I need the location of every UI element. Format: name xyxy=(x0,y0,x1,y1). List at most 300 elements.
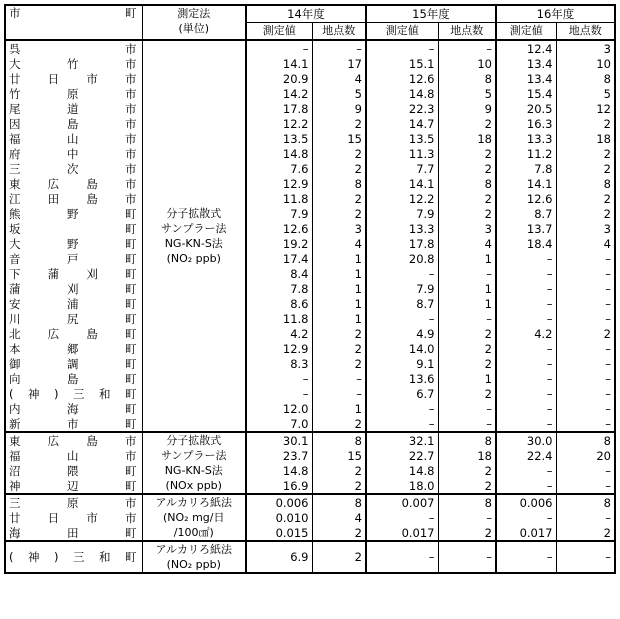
count-14-cell: 1 xyxy=(312,266,366,281)
municipality-name-char: 戸 xyxy=(67,251,79,266)
method-line: /100㎠) xyxy=(173,526,214,539)
municipality-name-char: 尻 xyxy=(67,311,79,326)
value-15-cell: – xyxy=(366,40,438,56)
municipality-kind: 町 xyxy=(125,463,137,478)
municipality-kind: 町 xyxy=(125,251,137,266)
table-row xyxy=(5,101,615,116)
table-row xyxy=(5,311,615,326)
count-16-cell: 2 xyxy=(556,326,615,341)
municipality-kind: 市 xyxy=(125,101,137,116)
city-header-label: 市 xyxy=(9,6,21,20)
count-15-cell: 5 xyxy=(438,86,496,101)
municipality-kind: 町 xyxy=(125,221,137,236)
municipality-cell xyxy=(5,101,142,116)
value-14-cell: 13.5 xyxy=(246,131,312,146)
value-14-cell: 12.0 xyxy=(246,401,312,416)
municipality-name xyxy=(9,417,142,431)
municipality-cell xyxy=(5,463,142,478)
count-14-cell: 1 xyxy=(312,401,366,416)
municipality-cell xyxy=(5,478,142,494)
value-16-cell: 16.3 xyxy=(496,116,556,131)
municipality-kind: 町 xyxy=(125,550,137,564)
municipality-kind: 市 xyxy=(125,495,137,510)
count-16-cell: 8 xyxy=(556,432,615,448)
value-15-cell: – xyxy=(366,510,438,525)
count-14-cell: 2 xyxy=(312,146,366,161)
municipality-kind: 市 xyxy=(125,161,137,176)
table-row xyxy=(5,221,615,236)
method-line: 分子拡散式 xyxy=(166,434,222,447)
municipality-name-char: 日 xyxy=(47,510,60,525)
count-15-cell: 8 xyxy=(438,71,496,86)
table-row xyxy=(5,525,615,541)
table-row xyxy=(5,266,615,281)
value-14-cell: 23.7 xyxy=(246,448,312,463)
count-15-cell: 2 xyxy=(438,525,496,541)
value-16-cell: 15.4 xyxy=(496,86,556,101)
municipality-cell xyxy=(5,56,142,71)
table-row xyxy=(5,478,615,494)
municipality-name xyxy=(9,102,142,116)
municipality-cell xyxy=(5,191,142,206)
municipality-cell xyxy=(5,371,142,386)
municipality-name xyxy=(9,177,142,191)
count-16-cell: 8 xyxy=(556,71,615,86)
value-16-cell: – xyxy=(496,296,556,311)
value-15-cell: 18.0 xyxy=(366,478,438,494)
year-header-14: 14年度 xyxy=(246,5,366,23)
municipality-name-char: 原 xyxy=(67,86,79,101)
value-15-cell: 0.017 xyxy=(366,525,438,541)
municipality-name-char: 北 xyxy=(9,326,21,341)
municipality-name-char: 福 xyxy=(9,131,21,146)
method-line: アルカリろ紙法 xyxy=(155,543,233,556)
value-16-cell: – xyxy=(496,386,556,401)
count-14-cell: 2 xyxy=(312,356,366,371)
count-14-cell: – xyxy=(312,40,366,56)
municipality-cell xyxy=(5,326,142,341)
method-line: (NO₂ mg/日 xyxy=(163,511,225,524)
municipality-name-char: 和 xyxy=(99,386,111,401)
count-16-cell: – xyxy=(556,296,615,311)
municipality-name xyxy=(9,222,142,236)
method-cell xyxy=(142,494,246,541)
municipality-cell xyxy=(5,432,142,448)
municipality-cell xyxy=(5,146,142,161)
count-14-cell: 5 xyxy=(312,86,366,101)
municipality-cell xyxy=(5,131,142,146)
municipality-name-char: 市 xyxy=(86,71,98,86)
municipality-name xyxy=(9,162,142,176)
count-15-cell: – xyxy=(438,416,496,432)
municipality-name-char: 浦 xyxy=(67,296,79,311)
municipality-name xyxy=(9,282,142,296)
municipality-kind: 市 xyxy=(125,131,137,146)
municipality-cell xyxy=(5,221,142,236)
value-14-cell: 4.2 xyxy=(246,326,312,341)
value-14-cell: 7.9 xyxy=(246,206,312,221)
value-15-cell: 9.1 xyxy=(366,356,438,371)
municipality-name xyxy=(9,511,142,525)
count-14-cell: 1 xyxy=(312,311,366,326)
value-16-cell: 20.5 xyxy=(496,101,556,116)
value-16-cell: – xyxy=(496,251,556,266)
municipality-name-char: 広 xyxy=(47,433,60,448)
value-15-cell: 32.1 xyxy=(366,432,438,448)
count-14-cell: 15 xyxy=(312,448,366,463)
municipality-name-char: 新 xyxy=(9,416,21,431)
municipality-name-char: 向 xyxy=(9,371,21,386)
count-16-cell: 2 xyxy=(556,525,615,541)
table-row xyxy=(5,40,615,56)
count-15-cell: 2 xyxy=(438,191,496,206)
method-line: アルカリろ紙法 xyxy=(155,496,233,509)
municipality-kind: 町 xyxy=(124,326,137,341)
municipality-kind: 市 xyxy=(125,448,137,463)
table-row xyxy=(5,341,615,356)
municipality-name-char: 廿 xyxy=(9,510,21,525)
value-16-cell: – xyxy=(496,401,556,416)
count-14-cell: 1 xyxy=(312,251,366,266)
count-15-cell: 2 xyxy=(438,478,496,494)
municipality-cell xyxy=(5,510,142,525)
value-15-cell: 13.3 xyxy=(366,221,438,236)
municipality-kind: 町 xyxy=(125,206,137,221)
count-15-cell: 4 xyxy=(438,236,496,251)
municipality-name-char: 田 xyxy=(67,525,79,540)
municipality-name-char: 刈 xyxy=(86,266,98,281)
count-16-cell: 2 xyxy=(556,191,615,206)
method-line: NG-KN-S法 xyxy=(164,464,223,477)
method-line: 分子拡散式 xyxy=(166,207,222,220)
count-16-cell: – xyxy=(556,510,615,525)
value-16-cell: 13.4 xyxy=(496,56,556,71)
municipality-cell xyxy=(5,448,142,463)
value-16-cell: 8.7 xyxy=(496,206,556,221)
table-row xyxy=(5,356,615,371)
value-15-cell: 15.1 xyxy=(366,56,438,71)
municipality-cell xyxy=(5,71,142,86)
municipality-name-char: 大 xyxy=(9,56,21,71)
municipality-cell xyxy=(5,525,142,541)
municipality-name-char: 蒲 xyxy=(9,281,21,296)
municipality-name xyxy=(9,342,142,356)
count-15-cell: 8 xyxy=(438,432,496,448)
value-header-14: 測定値 xyxy=(246,23,312,41)
municipality-name-char: 三 xyxy=(9,495,21,510)
count-14-cell: 2 xyxy=(312,206,366,221)
municipality-kind: 市 xyxy=(124,176,137,191)
table-row xyxy=(5,463,615,478)
municipality-name-char: 大 xyxy=(9,236,21,251)
value-header-15: 測定値 xyxy=(366,23,438,41)
count-14-cell: 9 xyxy=(312,101,366,116)
municipality-cell xyxy=(5,266,142,281)
count-15-cell: 1 xyxy=(438,296,496,311)
count-16-cell: – xyxy=(556,416,615,432)
municipality-cell xyxy=(5,401,142,416)
municipality-name-char: 下 xyxy=(9,266,21,281)
municipality-cell xyxy=(5,176,142,191)
count-15-cell: 2 xyxy=(438,161,496,176)
value-14-cell: 0.015 xyxy=(246,525,312,541)
count-16-cell: 3 xyxy=(556,221,615,236)
count-15-cell: 2 xyxy=(438,386,496,401)
count-14-cell: 15 xyxy=(312,131,366,146)
count-14-cell: 2 xyxy=(312,478,366,494)
municipality-name-char: 道 xyxy=(67,101,79,116)
municipality-name-char: 三 xyxy=(73,386,85,401)
municipality-name xyxy=(9,87,142,101)
count-16-cell: – xyxy=(556,386,615,401)
count-14-cell: – xyxy=(312,371,366,386)
value-16-cell: – xyxy=(496,341,556,356)
count-16-cell: – xyxy=(556,541,615,573)
count-16-cell: – xyxy=(556,463,615,478)
value-16-cell: – xyxy=(496,541,556,573)
municipality-name xyxy=(9,312,142,326)
table-row xyxy=(5,161,615,176)
count-15-cell: 2 xyxy=(438,116,496,131)
count-14-cell: 4 xyxy=(312,236,366,251)
value-header-16: 測定値 xyxy=(496,23,556,41)
municipality-name-char: 市 xyxy=(86,510,98,525)
value-15-cell: – xyxy=(366,266,438,281)
table-row xyxy=(5,494,615,510)
value-15-cell: – xyxy=(366,541,438,573)
value-14-cell: 20.9 xyxy=(246,71,312,86)
municipality-name xyxy=(9,117,142,131)
municipality-name-char: 府 xyxy=(9,146,21,161)
municipality-name-char: 山 xyxy=(67,448,79,463)
value-15-cell: 0.007 xyxy=(366,494,438,510)
municipality-cell xyxy=(5,296,142,311)
municipality-name-char: 島 xyxy=(86,433,98,448)
count-16-cell: – xyxy=(556,371,615,386)
value-14-cell: 19.2 xyxy=(246,236,312,251)
value-16-cell: 13.7 xyxy=(496,221,556,236)
municipality-name-char: 呉 xyxy=(9,41,21,56)
count-14-cell: 4 xyxy=(312,71,366,86)
municipality-kind: 市 xyxy=(125,41,137,56)
municipality-name xyxy=(9,72,142,86)
municipality-name xyxy=(9,327,142,341)
municipality-name-char: 島 xyxy=(86,191,98,206)
count-14-cell: 2 xyxy=(312,463,366,478)
municipality-kind: 町 xyxy=(125,386,137,401)
table-row xyxy=(5,510,615,525)
count-15-cell: 2 xyxy=(438,326,496,341)
value-14-cell: 8.4 xyxy=(246,266,312,281)
municipality-name-char: 島 xyxy=(67,371,79,386)
count-16-cell: 10 xyxy=(556,56,615,71)
value-15-cell: 7.9 xyxy=(366,281,438,296)
city-town-header xyxy=(5,5,142,40)
table-row xyxy=(5,541,615,573)
value-14-cell: 12.2 xyxy=(246,116,312,131)
value-14-cell: 17.4 xyxy=(246,251,312,266)
municipality-kind: 市 xyxy=(124,191,137,206)
municipality-kind: 町 xyxy=(125,416,137,431)
municipality-name xyxy=(9,57,142,71)
value-16-cell: – xyxy=(496,416,556,432)
value-16-cell: 0.006 xyxy=(496,494,556,510)
value-16-cell: 11.2 xyxy=(496,146,556,161)
municipality-kind: 町 xyxy=(125,236,137,251)
count-14-cell: 2 xyxy=(312,541,366,573)
count-15-cell: 8 xyxy=(438,494,496,510)
count-15-cell: – xyxy=(438,40,496,56)
count-15-cell: 1 xyxy=(438,371,496,386)
municipality-name-char: 広 xyxy=(47,176,60,191)
count-header-16: 地点数 xyxy=(556,23,615,41)
count-15-cell: – xyxy=(438,541,496,573)
municipality-name-char: 沼 xyxy=(9,463,21,478)
count-15-cell: 18 xyxy=(438,448,496,463)
municipality-name-char: 尾 xyxy=(9,101,21,116)
unit-header-label: (単位) xyxy=(178,22,210,35)
value-16-cell: – xyxy=(496,463,556,478)
value-14-cell: 11.8 xyxy=(246,191,312,206)
value-16-cell: – xyxy=(496,266,556,281)
municipality-name-char: 竹 xyxy=(9,86,21,101)
method-header-label: 測定法 xyxy=(177,7,211,20)
method-cell xyxy=(142,541,246,573)
table-row xyxy=(5,448,615,463)
value-16-cell: 4.2 xyxy=(496,326,556,341)
method-line: サンプラー法 xyxy=(161,449,227,462)
value-16-cell: 12.6 xyxy=(496,191,556,206)
value-15-cell: 4.9 xyxy=(366,326,438,341)
municipality-name-char: 野 xyxy=(67,236,79,251)
value-14-cell: – xyxy=(246,371,312,386)
count-16-cell: 5 xyxy=(556,86,615,101)
count-14-cell: 8 xyxy=(312,432,366,448)
count-15-cell: 2 xyxy=(438,206,496,221)
municipality-cell xyxy=(5,541,142,573)
value-15-cell: 14.0 xyxy=(366,341,438,356)
municipality-name xyxy=(9,357,142,371)
municipality-kind: 市 xyxy=(124,433,137,448)
municipality-kind: 市 xyxy=(125,86,137,101)
municipality-name-char: ( xyxy=(9,550,14,564)
count-16-cell: – xyxy=(556,478,615,494)
municipality-name-char: 田 xyxy=(47,191,60,206)
municipality-name-char: 島 xyxy=(86,326,98,341)
municipality-kind: 市 xyxy=(124,510,137,525)
count-16-cell: 18 xyxy=(556,131,615,146)
value-16-cell: 13.3 xyxy=(496,131,556,146)
count-16-cell: – xyxy=(556,251,615,266)
value-14-cell: 17.8 xyxy=(246,101,312,116)
count-15-cell: 1 xyxy=(438,281,496,296)
table-row xyxy=(5,281,615,296)
table-row xyxy=(5,371,615,386)
municipality-name xyxy=(9,526,142,540)
municipality-name-char: 竹 xyxy=(67,56,79,71)
municipality-name-char: 神 xyxy=(9,478,21,493)
table-row xyxy=(5,116,615,131)
count-16-cell: 8 xyxy=(556,176,615,191)
municipality-name-char: 辺 xyxy=(67,478,79,493)
municipality-name-char: ) xyxy=(54,550,59,564)
value-15-cell: 14.8 xyxy=(366,463,438,478)
count-15-cell: – xyxy=(438,510,496,525)
count-14-cell: 2 xyxy=(312,326,366,341)
municipality-kind: 町 xyxy=(125,341,137,356)
municipality-name-char: 海 xyxy=(9,525,21,540)
value-16-cell: – xyxy=(496,311,556,326)
municipality-name-char: 蒲 xyxy=(47,266,60,281)
value-14-cell: 0.010 xyxy=(246,510,312,525)
value-14-cell: 30.1 xyxy=(246,432,312,448)
count-14-cell: 2 xyxy=(312,341,366,356)
municipality-name-char: 広 xyxy=(47,326,60,341)
value-16-cell: – xyxy=(496,281,556,296)
count-16-cell: 3 xyxy=(556,40,615,56)
municipality-name xyxy=(9,252,142,266)
municipality-name xyxy=(9,372,142,386)
municipality-name-char: 本 xyxy=(9,341,21,356)
municipality-name-char: ) xyxy=(54,386,59,401)
municipality-kind: 市 xyxy=(125,116,137,131)
municipality-name-char: 原 xyxy=(67,495,79,510)
value-15-cell: 8.7 xyxy=(366,296,438,311)
method-line: NG-KN-S法 xyxy=(164,237,223,250)
count-14-cell: 3 xyxy=(312,221,366,236)
municipality-name-char: 坂 xyxy=(9,221,21,236)
municipality-cell xyxy=(5,416,142,432)
municipality-name xyxy=(9,402,142,416)
measurement-table-container xyxy=(4,4,616,574)
count-16-cell: 2 xyxy=(556,161,615,176)
count-14-cell: 1 xyxy=(312,281,366,296)
value-16-cell: – xyxy=(496,356,556,371)
municipality-kind: 町 xyxy=(125,478,137,493)
value-16-cell: 30.0 xyxy=(496,432,556,448)
value-14-cell: 14.1 xyxy=(246,56,312,71)
value-14-cell: 14.8 xyxy=(246,463,312,478)
value-14-cell: 7.0 xyxy=(246,416,312,432)
count-16-cell: – xyxy=(556,281,615,296)
municipality-name-char: 三 xyxy=(73,550,85,564)
municipality-cell xyxy=(5,116,142,131)
count-14-cell: 8 xyxy=(312,176,366,191)
count-16-cell: – xyxy=(556,356,615,371)
municipality-cell xyxy=(5,86,142,101)
table-row xyxy=(5,206,615,221)
municipality-kind: 町 xyxy=(125,311,137,326)
value-14-cell: 6.9 xyxy=(246,541,312,573)
municipality-name xyxy=(9,132,142,146)
municipality-name-char: 市 xyxy=(67,416,79,431)
count-15-cell: 9 xyxy=(438,101,496,116)
value-15-cell: 14.8 xyxy=(366,86,438,101)
municipality-cell xyxy=(5,386,142,401)
count-15-cell: 1 xyxy=(438,251,496,266)
municipality-name-char: 音 xyxy=(9,251,21,266)
municipality-name-char: 廿 xyxy=(9,71,21,86)
municipality-name-char: 東 xyxy=(9,433,21,448)
table-row xyxy=(5,326,615,341)
count-14-cell: 17 xyxy=(312,56,366,71)
value-15-cell: 12.6 xyxy=(366,71,438,86)
value-15-cell: 13.5 xyxy=(366,131,438,146)
municipality-kind: 市 xyxy=(125,146,137,161)
municipality-name-char: 神 xyxy=(28,550,40,564)
town-header-label: 町 xyxy=(125,6,137,20)
municipality-name xyxy=(9,267,142,281)
